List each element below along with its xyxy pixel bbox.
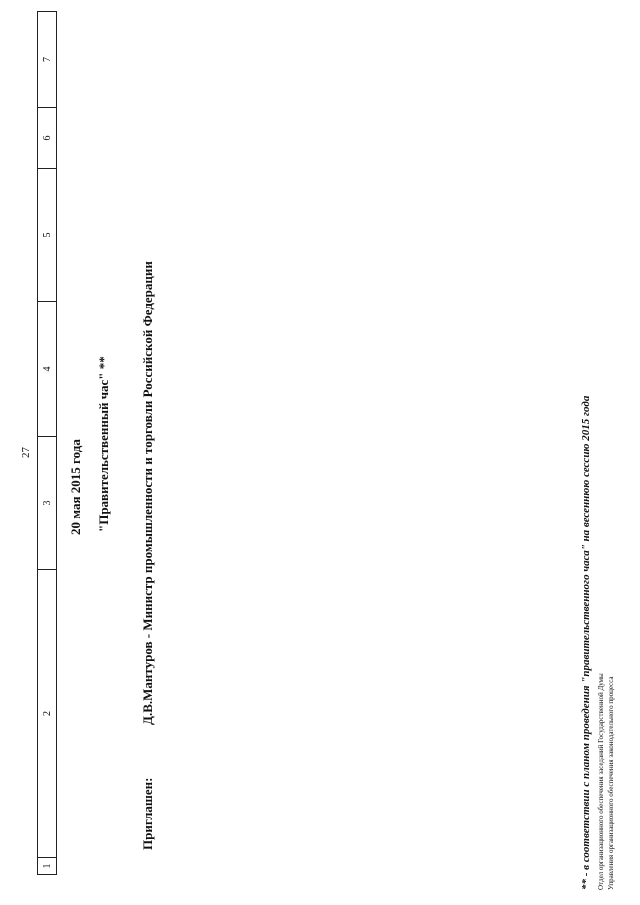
footnote: ** - в соответствии с планом проведения "правительственного часа" на весеннюю сессию 2015 года — [580, 395, 592, 890]
column-number-4: 4 — [38, 301, 56, 436]
page-number: 27 — [20, 447, 32, 458]
column-number-1: 1 — [38, 857, 56, 874]
org-line: Управления организационного обеспечения законодательного процесса — [607, 676, 615, 890]
column-number-5: 5 — [38, 168, 56, 301]
column-number-3: 3 — [38, 436, 56, 569]
column-number-table — [37, 11, 57, 875]
session-title: "Правительственный час" ** — [96, 356, 111, 532]
column-number-6: 6 — [38, 107, 56, 168]
column-number-2: 2 — [38, 569, 56, 857]
invited-person: Д.В.Мантуров - Министр промышленности и торговли Российской Федерации — [140, 261, 155, 725]
column-number-7: 7 — [41, 57, 53, 62]
invited-label: Приглашен: — [140, 777, 155, 850]
session-date: 20 мая 2015 года — [68, 439, 83, 535]
org-line: Отдел организационного обеспечения заседаний Государственной Думы — [597, 673, 605, 890]
